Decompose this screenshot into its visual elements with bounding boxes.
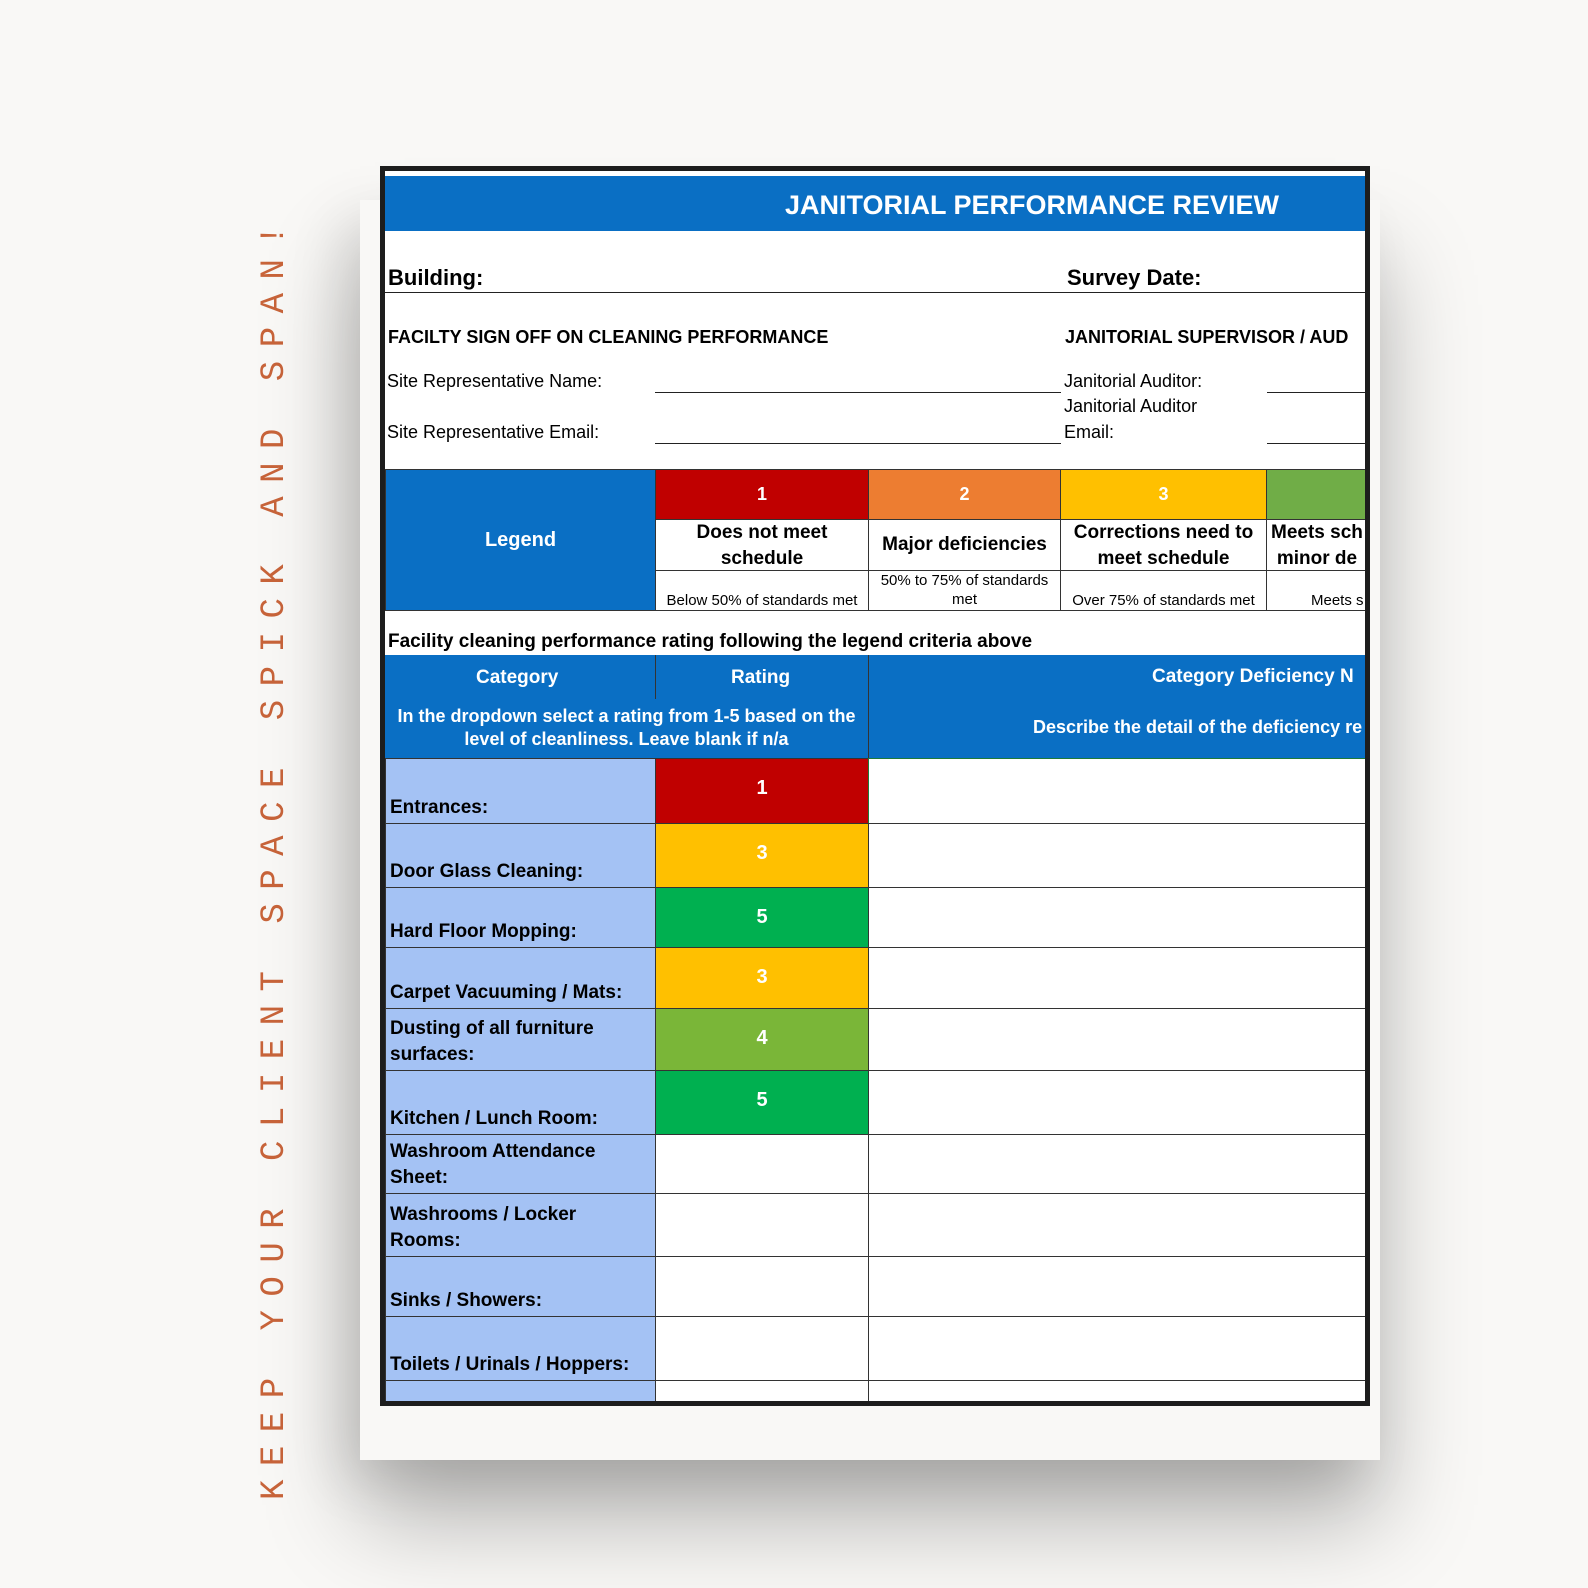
category-cell xyxy=(385,1380,656,1406)
notes-cell[interactable] xyxy=(868,887,1370,948)
notes-cell[interactable] xyxy=(868,1070,1370,1135)
rating-cell[interactable] xyxy=(655,1193,869,1257)
legend-level-3-title-line2: meet schedule xyxy=(1097,548,1230,569)
legend-level-2-title xyxy=(868,519,1061,571)
site-rep-email-label: Site Representative Email: xyxy=(387,422,600,442)
legend-level-2-desc-line2: met xyxy=(951,591,977,608)
rating-cell[interactable] xyxy=(655,1380,869,1406)
rating-cell[interactable] xyxy=(655,758,869,824)
notes-cell[interactable] xyxy=(868,1380,1370,1406)
rating-cell[interactable] xyxy=(655,1316,869,1381)
col-notes: Category Deficiency N xyxy=(1152,666,1354,687)
legend-level-2-desc-line1: 50% to 75% of standards xyxy=(880,572,1049,589)
category-cell xyxy=(385,1008,656,1071)
building-underline xyxy=(385,292,1365,293)
rating-cell[interactable] xyxy=(655,1008,869,1071)
notes-cell[interactable] xyxy=(868,947,1370,1009)
table-row-partial xyxy=(385,1380,1370,1400)
rating-instructions-line2: level of cleanliness. Leave blank if n/a xyxy=(464,729,789,749)
category-line2: Entrances: xyxy=(390,797,489,818)
notes-cell[interactable] xyxy=(868,1256,1370,1317)
site-rep-name-field[interactable] xyxy=(655,392,1061,393)
table-row xyxy=(385,887,1370,947)
notes-cell[interactable] xyxy=(868,758,1370,824)
category-line2: Sinks / Showers: xyxy=(390,1290,543,1311)
table-row xyxy=(385,1193,1370,1256)
category-line2: Toilets / Urinals / Hoppers: xyxy=(390,1354,630,1375)
category-line1: Dusting of all furniture xyxy=(390,1018,594,1039)
col-rating: Rating xyxy=(731,667,791,688)
legend-level-2-desc xyxy=(868,570,1061,611)
rating-instructions xyxy=(385,705,868,751)
legend-level-3-title-line1: Corrections need to xyxy=(1073,522,1254,543)
rating-value: 4 xyxy=(756,1027,768,1049)
category-line1: Washroom Attendance xyxy=(390,1141,596,1162)
notes-cell[interactable] xyxy=(868,1193,1370,1257)
rating-value: 1 xyxy=(756,777,768,799)
category-cell xyxy=(385,1256,656,1317)
category-line2: Sheet: xyxy=(390,1167,449,1188)
building-label: Building: xyxy=(388,265,484,290)
rating-cell[interactable] xyxy=(655,1134,869,1194)
auditor-field[interactable] xyxy=(1267,392,1367,393)
legend-level-3-desc-text: Over 75% of standards met xyxy=(1072,592,1255,609)
auditor-email-label-line1: Janitorial Auditor xyxy=(1064,396,1198,416)
rating-cell[interactable] xyxy=(655,1070,869,1135)
category-line1: Washrooms / Locker xyxy=(390,1204,577,1225)
legend-level-1-title xyxy=(655,519,869,571)
legend-level-2-number: 2 xyxy=(868,469,1061,520)
legend-label: Legend xyxy=(385,469,656,611)
legend-level-4-desc xyxy=(1266,570,1370,611)
legend-level-4-title xyxy=(1266,519,1370,571)
facility-signoff-heading: FACILTY SIGN OFF ON CLEANING PERFORMANCE xyxy=(388,327,829,347)
legend-level-4-number xyxy=(1266,469,1370,520)
table-row xyxy=(385,1256,1370,1316)
rating-cell[interactable] xyxy=(655,947,869,1009)
rating-cell[interactable] xyxy=(655,887,869,948)
legend-level-3-desc xyxy=(1060,570,1267,611)
rating-value: 5 xyxy=(756,1089,768,1111)
header-divider xyxy=(655,655,656,699)
category-line2: Rooms: xyxy=(390,1230,461,1251)
rating-value: 3 xyxy=(756,842,768,864)
rating-cell[interactable] xyxy=(655,1256,869,1317)
survey-date-label: Survey Date: xyxy=(1067,265,1202,290)
header-divider-notes xyxy=(868,655,869,758)
rating-value: 3 xyxy=(756,966,768,988)
spreadsheet-preview xyxy=(380,166,1370,1406)
notes-instructions: Describe the detail of the deficiency re xyxy=(1033,717,1363,737)
legend-level-1-desc xyxy=(655,570,869,611)
page-title: JANITORIAL PERFORMANCE REVIEW xyxy=(785,190,1280,220)
tagline: KEEP YOUR CLIENT SPACE SPICK AND SPAN! xyxy=(256,211,294,1500)
legend-level-1-number: 1 xyxy=(655,469,869,520)
legend-level-4-title-line2: minor de xyxy=(1276,548,1358,569)
rating-value: 5 xyxy=(756,906,768,928)
site-rep-name-label: Site Representative Name: xyxy=(387,371,603,391)
table-row xyxy=(385,947,1370,1008)
supervisor-heading: JANITORIAL SUPERVISOR / AUD xyxy=(1065,327,1349,347)
rating-section-heading: Facility cleaning performance rating following the legend criteria above xyxy=(388,631,1033,652)
rating-instructions-line1: In the dropdown select a rating from 1-5 based on the xyxy=(397,706,856,726)
legend-level-3-title xyxy=(1060,519,1267,571)
legend-level-1-desc-text: Below 50% of standards met xyxy=(666,592,858,609)
category-cell xyxy=(385,823,656,888)
rating-header xyxy=(385,655,1370,758)
category-cell xyxy=(385,947,656,1009)
notes-cell[interactable] xyxy=(868,1008,1370,1071)
category-cell xyxy=(385,887,656,948)
category-line2: Door Glass Cleaning: xyxy=(390,861,584,882)
title-bar xyxy=(385,176,1365,231)
category-cell xyxy=(385,1316,656,1381)
table-row xyxy=(385,823,1370,887)
auditor-label: Janitorial Auditor: xyxy=(1064,371,1203,391)
category-cell xyxy=(385,1193,656,1257)
rating-cell[interactable] xyxy=(655,823,869,888)
table-row xyxy=(385,1316,1370,1380)
legend-level-4-title-line1: Meets sch xyxy=(1271,522,1363,543)
legend-level-1-title-line2: schedule xyxy=(720,548,804,569)
auditor-email-label-line2: Email: xyxy=(1064,422,1115,442)
col-category: Category xyxy=(476,667,559,688)
auditor-email-field[interactable] xyxy=(1267,443,1367,444)
category-line2: Kitchen / Lunch Room: xyxy=(390,1108,598,1129)
legend-level-3-number: 3 xyxy=(1060,469,1267,520)
site-rep-email-field[interactable] xyxy=(655,443,1061,444)
table-row xyxy=(385,1008,1370,1070)
legend-level-2-title-line1: Major deficiencies xyxy=(882,534,1047,555)
table-row xyxy=(385,758,1370,823)
table-row xyxy=(385,1070,1370,1134)
category-cell xyxy=(385,1134,656,1194)
category-line2: Hard Floor Mopping: xyxy=(390,921,577,942)
category-line2: Carpet Vacuuming / Mats: xyxy=(390,982,623,1003)
legend-level-1-title-line1: Does not meet xyxy=(696,522,828,543)
category-cell xyxy=(385,758,656,824)
notes-cell[interactable] xyxy=(868,1134,1370,1194)
category-cell xyxy=(385,1070,656,1135)
table-row xyxy=(385,1134,1370,1193)
legend-level-4-desc-text: Meets s xyxy=(1311,592,1364,609)
category-line2: surfaces: xyxy=(390,1044,475,1065)
notes-cell[interactable] xyxy=(868,823,1370,888)
notes-cell[interactable] xyxy=(868,1316,1370,1381)
